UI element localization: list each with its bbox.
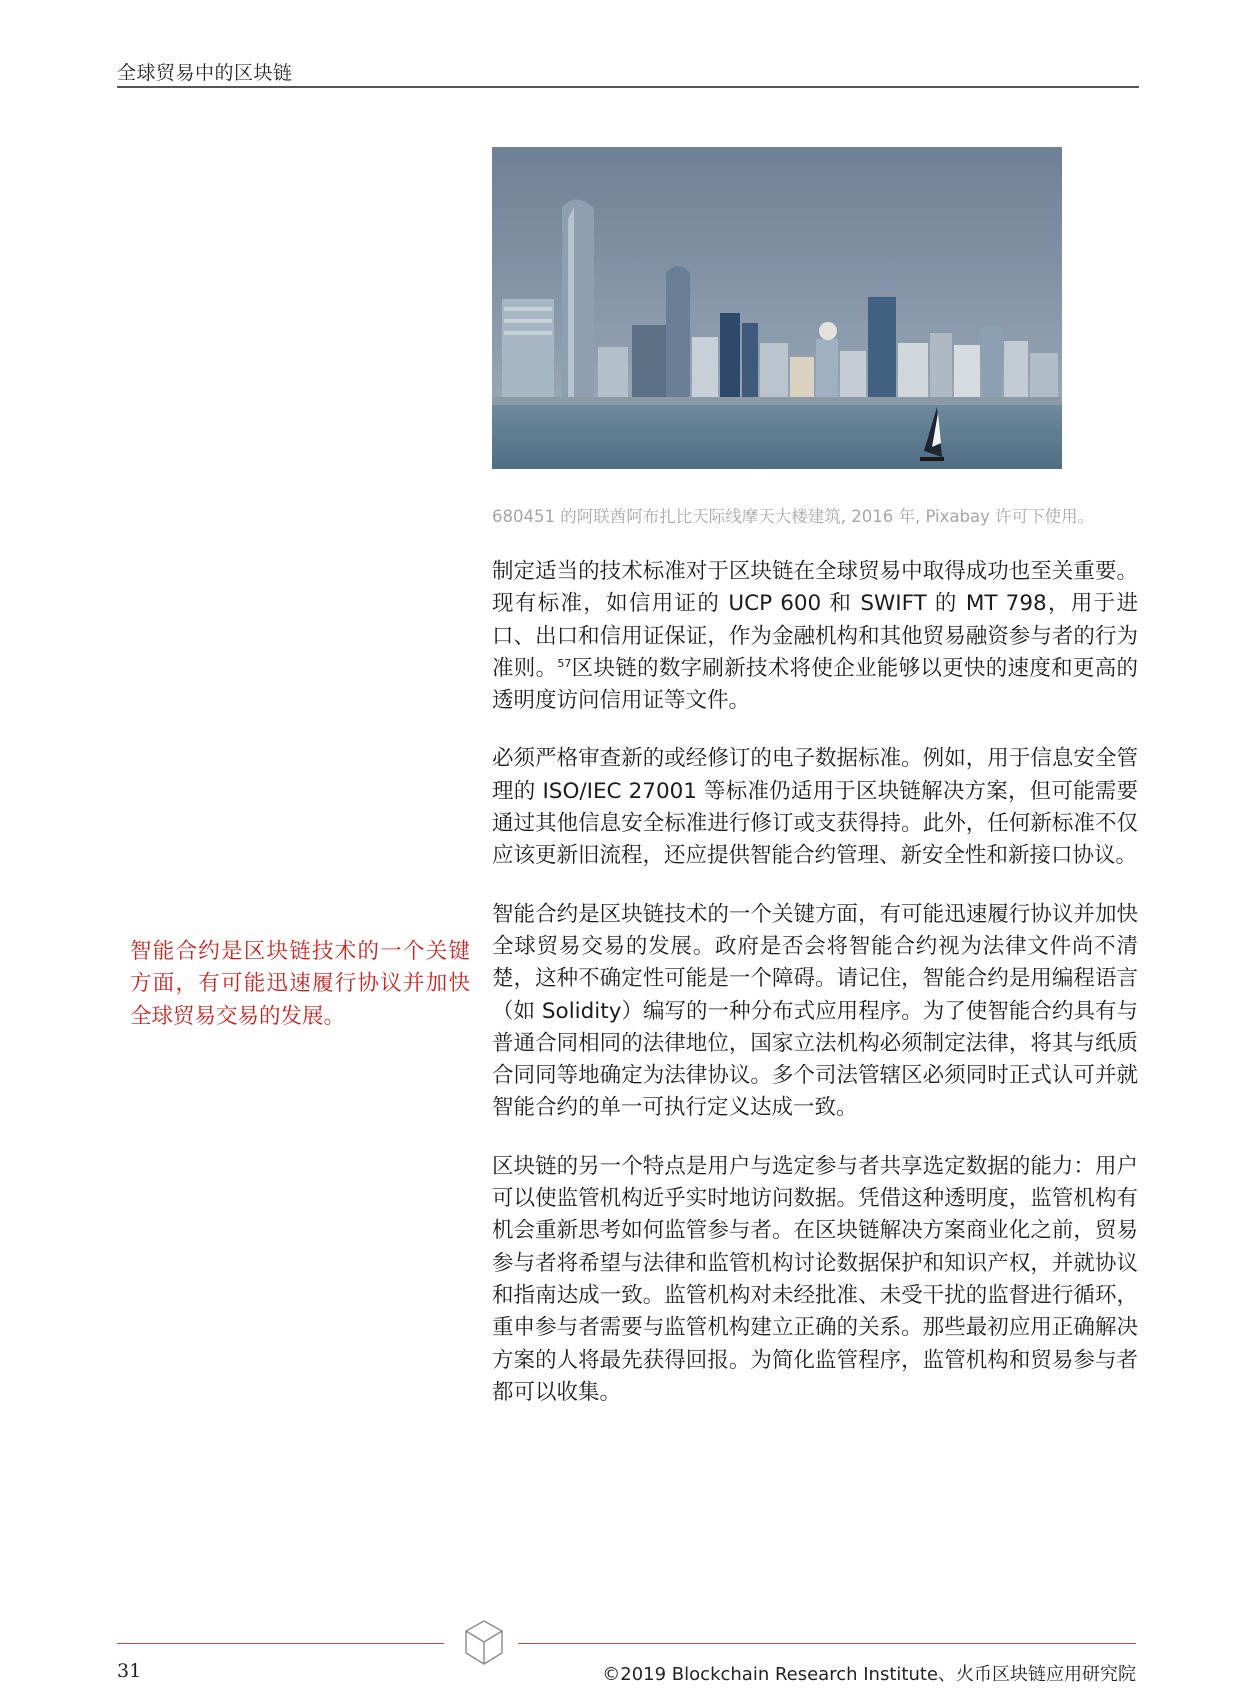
page-number: 31 (117, 1660, 142, 1682)
header-rule (117, 86, 1139, 88)
skyline-photo (492, 147, 1062, 469)
running-header: 全球贸易中的区块链 (117, 62, 293, 84)
paragraph-data-standards: 必须严格审查新的或经修订的电子数据标准。例如，用于信息安全管理的 ISO/IEC 27001 等标准仍适用于区块链解决方案，但可能需要通过其他信息安全标准进行修订或支获得持。此外，任何新标准不仅应该更新旧流程，还应提供智能合约管理、新安全性和新接口协议。 (492, 746, 1138, 869)
footnote-ref: 57 (557, 656, 572, 670)
pull-quote: 智能合约是区块链技术的一个关键方面，有可能迅速履行协议并加快全球贸易交易的发展。 (130, 939, 470, 1029)
paragraph-standards (492, 556, 1138, 717)
paragraph-smart-contracts: 智能合约是区块链技术的一个关键方面，有可能迅速履行协议并加快全球贸易交易的发展。政府是否会将智能合约视为法律文件尚不清楚，这种不确定性可能是一个障碍。请记住，智能合约是用编程语言（如 Solidity）编写的一种分布式应用程序。为了使智能合约具有与普通合同相同的法律地位，国家立法机构必须制定法律，将其与纸质合同同等地确定为法律协议。多个司法管辖区必须同时正式认可并就智能合约的单一可执行定义达成一致。 (492, 901, 1138, 1121)
footer-rule-left (117, 1643, 444, 1644)
body-text (492, 556, 1138, 1435)
figure-caption: 680451 的阿联酋阿布扎比天际线摩天大楼建筑, 2016 年, Pixabay 许可下使用。 (492, 507, 1095, 526)
footer-rule-right (518, 1643, 1136, 1644)
paragraph-regulators: 区块链的另一个特点是用户与选定参与者共享选定数据的能力：用户可以使监管机构近乎实时地访问数据。凭借这种透明度，监管机构有机会重新思考如何监管参与者。在区块链解决方案商业化之前，贸易参与者将希望与法律和监管机构讨论数据保护和知识产权，并就协议和指南达成一致。监管机构对未经批准、未受干扰的监督进行循环，重申参与者需要与监管机构建立正确的关系。那些最初应用正确解决方案的人将最先获得回报。为简化监管程序，监管机构和贸易参与者都可以收集。 (492, 1153, 1138, 1405)
copyright-notice: ©2019 Blockchain Research Institute、火币区块链应用研究院 (602, 1664, 1136, 1685)
paragraph-standards-text-cont: 区块链的数字刷新技术将使企业能够以更快的速度和更高的透明度访问信用证等文件。 (492, 655, 1138, 714)
paragraph-standards-text: 制定适当的技术标准对于区块链在全球贸易中取得成功也至关重要。现有标准，如信用证的 UCP 600 和 SWIFT 的 MT 798，用于进口、出口和信用证保证，作为金融机构和其他贸易融资参与者的行为准则。 (492, 559, 1138, 681)
cube-icon (462, 1618, 506, 1672)
